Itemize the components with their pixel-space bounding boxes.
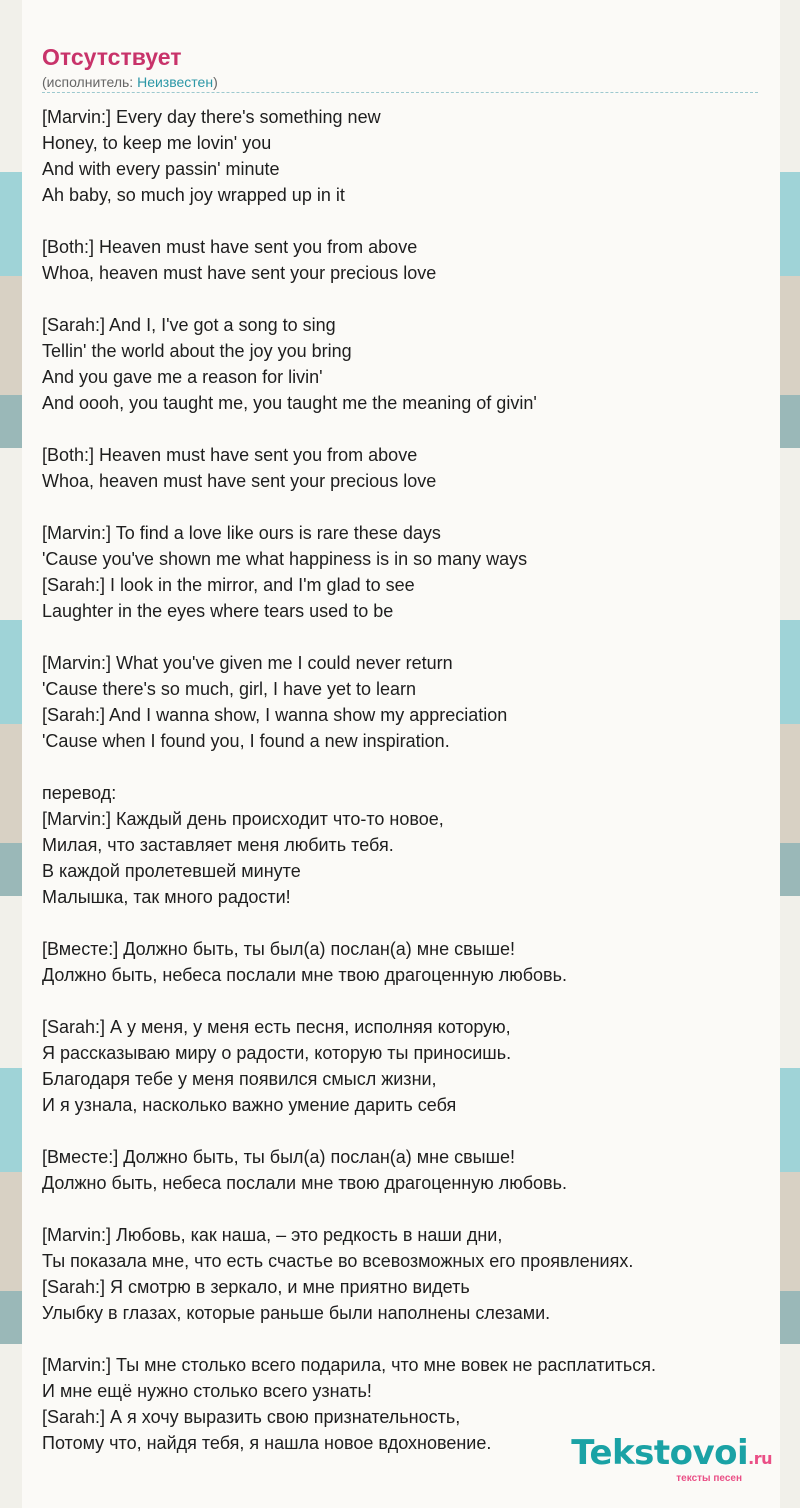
lyric-line: [Вместе:] Должно быть, ты был(а) послан(а) мне свыше! — [42, 939, 516, 959]
lyric-line: Должно быть, небеса послали мне твою драгоценную любовь. — [42, 1173, 567, 1193]
lyric-line: Ah baby, so much joy wrapped up in it — [42, 185, 345, 205]
song-header — [42, 44, 758, 91]
lyric-line: [Marvin:] What you've given me I could never return — [42, 653, 453, 673]
lyric-line: [Sarah:] I look in the mirror, and I'm glad to see — [42, 575, 415, 595]
lyric-line: Улыбку в глазах, которые раньше были наполнены слезами. — [42, 1303, 551, 1323]
stanza-break — [42, 988, 762, 1014]
lyric-line: И я узнала, насколько важно умение дарить себя — [42, 1095, 457, 1115]
lyric-line: 'Cause there's so much, girl, I have yet to learn — [42, 679, 417, 699]
stanza-break — [42, 416, 762, 442]
lyric-line: [Both:] Heaven must have sent you from above — [42, 237, 418, 257]
lyric-line: And oooh, you taught me, you taught me the meaning of givin' — [42, 393, 537, 413]
lyric-line: Whoa, heaven must have sent your precious love — [42, 263, 437, 283]
artist-link[interactable]: Неизвестен — [137, 74, 214, 90]
lyric-line: [Marvin:] Любовь, как наша, – это редкость в наши дни, — [42, 1225, 503, 1245]
lyrics-text — [42, 104, 762, 1456]
stanza-break — [42, 1326, 762, 1352]
song-title: Отсутствует — [42, 44, 182, 70]
lyric-line: Whoa, heaven must have sent your precious love — [42, 471, 437, 491]
lyric-line: [Marvin:] Ты мне столько всего подарила, что мне вовек не расплатиться. — [42, 1355, 657, 1375]
header-divider — [42, 92, 758, 93]
lyric-line: [Both:] Heaven must have sent you from above — [42, 445, 418, 465]
lyric-line: [Sarah:] And I, I've got a song to sing — [42, 315, 336, 335]
lyric-line: Laughter in the eyes where tears used to be — [42, 601, 394, 621]
stanza-break — [42, 286, 762, 312]
lyric-line: [Sarah:] А я хочу выразить свою признательность, — [42, 1407, 461, 1427]
stanza-break — [42, 754, 762, 780]
artist-line — [42, 73, 758, 91]
lyric-line: Благодаря тебе у меня появился смысл жизни, — [42, 1069, 437, 1089]
stanza-break — [42, 1196, 762, 1222]
stanza-break — [42, 910, 762, 936]
lyric-line: Должно быть, небеса послали мне твою драгоценную любовь. — [42, 965, 567, 985]
lyric-line: And with every passin' minute — [42, 159, 280, 179]
lyric-line: [Вместе:] Должно быть, ты был(а) послан(а) мне свыше! — [42, 1147, 516, 1167]
logo-name: Tekstovoi — [571, 1433, 749, 1473]
lyric-line: Потому что, найдя тебя, я нашла новое вдохновение. — [42, 1433, 492, 1453]
lyric-line: [Marvin:] To find a love like ours is rare these days — [42, 523, 441, 543]
stanza-break — [42, 1118, 762, 1144]
lyric-line: И мне ещё нужно столько всего узнать! — [42, 1381, 372, 1401]
lyric-line: перевод: — [42, 783, 117, 803]
site-logo[interactable] — [571, 1435, 772, 1484]
lyric-line: [Marvin:] Каждый день происходит что-то новое, — [42, 809, 444, 829]
lyric-line: [Sarah:] А у меня, у меня есть песня, исполняя которую, — [42, 1017, 511, 1037]
lyric-line: Милая, что заставляет меня любить тебя. — [42, 835, 394, 855]
stanza-break — [42, 624, 762, 650]
artist-prefix: (исполнитель: — [42, 74, 138, 90]
logo-wordmark — [571, 1435, 772, 1477]
lyric-line: 'Cause you've shown me what happiness is in so many ways — [42, 549, 528, 569]
logo-tld: .ru — [748, 1449, 772, 1468]
lyric-line: 'Cause when I found you, I found a new inspiration. — [42, 731, 450, 751]
artist-suffix: ) — [213, 74, 218, 90]
stanza-break — [42, 494, 762, 520]
lyric-line: Малышка, так много радости! — [42, 887, 291, 907]
lyric-line: Я рассказываю миру о радости, которую ты приносишь. — [42, 1043, 512, 1063]
lyric-line: Honey, to keep me lovin' you — [42, 133, 272, 153]
lyric-line: [Sarah:] And I wanna show, I wanna show my appreciation — [42, 705, 508, 725]
lyric-line: Tellin' the world about the joy you bring — [42, 341, 352, 361]
lyric-line: В каждой пролетевшей минуте — [42, 861, 301, 881]
lyric-line: [Sarah:] Я смотрю в зеркало, и мне приятно видеть — [42, 1277, 470, 1297]
logo-tagline: тексты песен — [676, 1473, 742, 1484]
stanza-break — [42, 208, 762, 234]
lyric-line: Ты показала мне, что есть счастье во всевозможных его проявлениях. — [42, 1251, 634, 1271]
lyric-line: [Marvin:] Every day there's something new — [42, 107, 381, 127]
lyric-line: And you gave me a reason for livin' — [42, 367, 323, 387]
